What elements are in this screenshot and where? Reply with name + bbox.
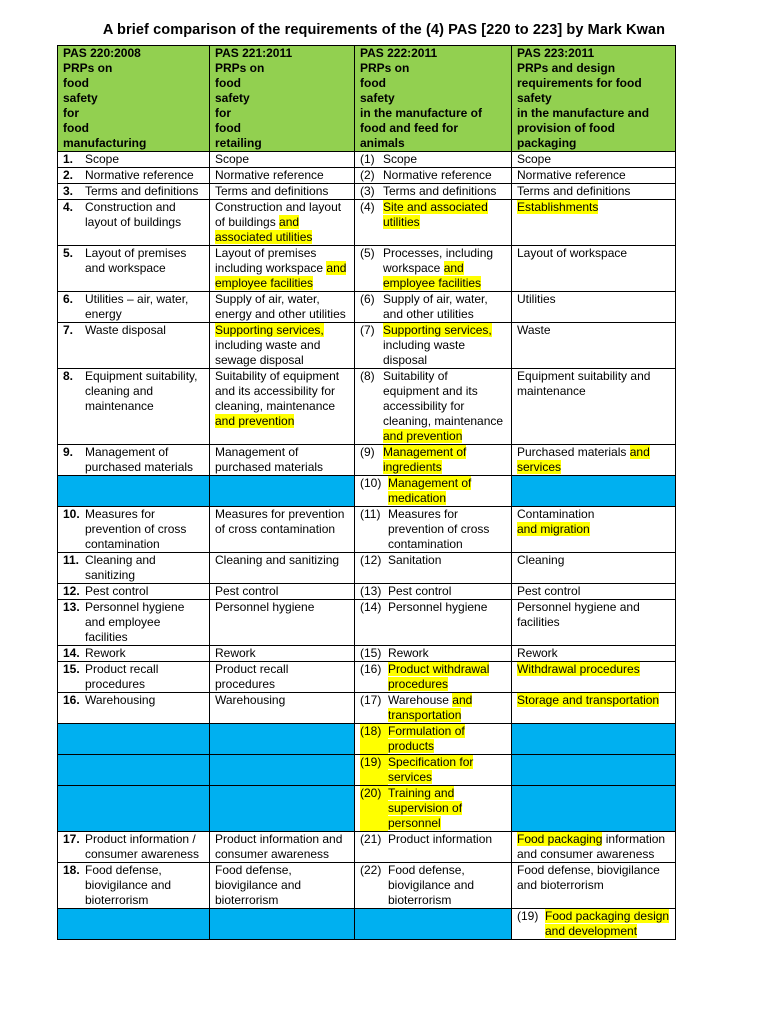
item-number: (20)	[360, 786, 388, 831]
cell-text: Purchased materials	[517, 445, 630, 459]
table-row	[58, 152, 676, 168]
cell-text: Food defense, biovigilance and bioterrorism	[517, 863, 660, 892]
table-cell-col2	[210, 646, 355, 662]
table-cell-col3	[355, 786, 512, 832]
table-cell-col2	[210, 152, 355, 168]
table-cell-col4	[512, 662, 676, 693]
cell-text: Food defense, biovigilance and bioterrorism	[388, 863, 475, 907]
table-row	[58, 369, 676, 445]
cell-text: Layout of workspace	[517, 246, 628, 260]
item-number: (10)	[360, 476, 382, 490]
cell-text: Suitability of equipment and its accessibility for cleaning, maintenance	[215, 369, 340, 413]
item-number: (12)	[360, 553, 382, 567]
item-number: (21)	[360, 832, 382, 846]
table-cell-col4	[512, 507, 676, 553]
table-cell-col4	[512, 553, 676, 584]
item-number: (9)	[360, 445, 375, 459]
cell-text: Normative reference	[215, 168, 324, 182]
table-cell-col4	[512, 600, 676, 646]
table-cell-col3	[355, 184, 512, 200]
table-row	[58, 507, 676, 553]
cell-text: Suitability of equipment and its accessibility for cleaning, maintenance	[383, 369, 504, 428]
cell-text: Cleaning and sanitizing	[85, 553, 156, 582]
cell-text: Scope	[85, 152, 120, 166]
table-row	[58, 724, 676, 755]
table-cell-col3	[355, 646, 512, 662]
cell-text: Construction and layout of buildings	[85, 200, 182, 229]
table-cell-col2	[210, 246, 355, 292]
cell-text: Personnel hygiene	[388, 600, 488, 614]
item-number: 4.	[63, 200, 74, 214]
cell-text: Rework	[215, 646, 256, 660]
table-cell-col1	[58, 323, 210, 369]
item-number: 9.	[63, 445, 74, 459]
table-cell-col4	[512, 863, 676, 909]
table-cell-col1	[58, 724, 210, 755]
table-cell-col1	[58, 553, 210, 584]
table-cell-col4	[512, 369, 676, 445]
table-cell-col1	[58, 786, 210, 832]
highlighted-text: and prevention	[383, 429, 463, 443]
cell-text: Measures for prevention of cross contamination	[388, 507, 490, 551]
table-row	[58, 600, 676, 646]
table-cell-col2	[210, 909, 355, 940]
table-cell-col1	[58, 832, 210, 863]
item-number: 15.	[63, 662, 80, 676]
cell-text: Equipment suitability, cleaning and maintenance	[85, 369, 198, 413]
item-number: 2.	[63, 168, 74, 182]
table-row	[58, 553, 676, 584]
highlighted-text: Management of ingredients	[383, 445, 467, 474]
item-number: 1.	[63, 152, 74, 166]
cell-text: Utilities	[517, 292, 556, 306]
highlighted-text: Supporting services,	[215, 323, 324, 337]
highlighted-text: and employee facilities	[215, 261, 347, 290]
item-number: 14.	[63, 646, 80, 660]
table-cell-col3	[355, 832, 512, 863]
table-cell-col3	[355, 553, 512, 584]
cell-text: Food defense, biovigilance and bioterrorism	[85, 863, 172, 907]
highlighted-text: Establishments	[517, 200, 599, 214]
table-cell-col4	[512, 909, 676, 940]
cell-text: Scope	[383, 152, 418, 166]
item-number: (15)	[360, 646, 382, 660]
cell-text: Product information and consumer awareness	[215, 832, 343, 861]
table-cell-col1	[58, 600, 210, 646]
cell-text: Product recall procedures	[215, 662, 289, 691]
highlighted-text: Training and supervision of personnel	[388, 786, 463, 830]
table-cell-col1	[58, 168, 210, 184]
cell-text: Terms and definitions	[517, 184, 631, 198]
table-cell-col2	[210, 832, 355, 863]
table-cell-col2	[210, 553, 355, 584]
table-cell-col3	[355, 246, 512, 292]
cell-text: Food defense, biovigilance and bioterrorism	[215, 863, 302, 907]
table-cell-col1	[58, 507, 210, 553]
cell-text: Scope	[517, 152, 552, 166]
table-cell-col3	[355, 693, 512, 724]
cell-text: Rework	[388, 646, 429, 660]
item-number: (13)	[360, 584, 382, 598]
table-row	[58, 755, 676, 786]
cell-text: Supply of air, water, and other utilities	[383, 292, 488, 321]
table-row	[58, 662, 676, 693]
table-cell-col4	[512, 168, 676, 184]
table-cell-col1	[58, 584, 210, 600]
cell-text: Terms and definitions	[383, 184, 497, 198]
table-cell-col2	[210, 476, 355, 507]
cell-text: Supply of air, water, energy and other utilities	[215, 292, 346, 321]
table-cell-col2	[210, 662, 355, 693]
table-row	[58, 445, 676, 476]
item-number: (11)	[360, 507, 381, 521]
cell-text: Measures for prevention of cross contamination	[215, 507, 345, 536]
table-cell-col1	[58, 246, 210, 292]
table-cell-col2	[210, 600, 355, 646]
cell-text: Personnel hygiene and facilities	[517, 600, 640, 629]
cell-text: Pest control	[517, 584, 581, 598]
table-row	[58, 646, 676, 662]
table-cell-col3	[355, 168, 512, 184]
highlighted-text: and migration	[517, 522, 590, 536]
cell-text: Waste disposal	[85, 323, 166, 337]
table-cell-col4	[512, 693, 676, 724]
highlighted-text: Supporting services,	[383, 323, 492, 337]
table-row	[58, 476, 676, 507]
table-cell-col3	[355, 662, 512, 693]
header-pas221	[210, 46, 355, 152]
item-number: (18)	[360, 724, 388, 754]
cell-text: Rework	[85, 646, 126, 660]
item-number: (17)	[360, 693, 382, 707]
header-row	[58, 46, 676, 152]
comparison-table	[57, 45, 676, 940]
table-cell-col1	[58, 863, 210, 909]
cell-text: Pest control	[85, 584, 149, 598]
table-cell-col3	[355, 200, 512, 246]
table-cell-col2	[210, 323, 355, 369]
item-number: (1)	[360, 152, 375, 166]
item-number: 8.	[63, 369, 74, 383]
cell-text: Normative reference	[383, 168, 492, 182]
cell-text: Pest control	[388, 584, 452, 598]
table-cell-col1	[58, 445, 210, 476]
table-cell-col2	[210, 693, 355, 724]
table-cell-col1	[58, 369, 210, 445]
cell-text: Pest control	[215, 584, 279, 598]
table-cell-col2	[210, 584, 355, 600]
table-row	[58, 863, 676, 909]
item-number: (22)	[360, 863, 382, 877]
item-number: 16.	[63, 693, 80, 707]
cell-text: Waste	[517, 323, 551, 337]
table-row	[58, 786, 676, 832]
table-row	[58, 693, 676, 724]
table-cell-col1	[58, 693, 210, 724]
header-pas223	[512, 46, 676, 152]
table-cell-col2	[210, 507, 355, 553]
highlighted-text: Specification for services	[388, 755, 474, 784]
cell-text: Utilities – air, water, energy	[85, 292, 189, 321]
cell-text: Product information / consumer awareness	[85, 832, 200, 861]
table-cell-col1	[58, 662, 210, 693]
table-cell-col1	[58, 184, 210, 200]
highlighted-text: Product withdrawal procedures	[388, 662, 490, 691]
item-number: (2)	[360, 168, 375, 182]
table-cell-col4	[512, 786, 676, 832]
header-pas222	[355, 46, 512, 152]
cell-text: Warehousing	[215, 693, 286, 707]
table-row	[58, 323, 676, 369]
table-cell-col3	[355, 600, 512, 646]
table-cell-col3	[355, 863, 512, 909]
item-number: (14)	[360, 600, 382, 614]
cell-text: Sanitation	[388, 553, 442, 567]
highlighted-text: Withdrawal procedures	[517, 662, 640, 676]
table-cell-col4	[512, 184, 676, 200]
table-cell-col3	[355, 755, 512, 786]
highlighted-text: and employee facilities	[383, 261, 482, 290]
table-cell-col3	[355, 323, 512, 369]
cell-text: information and consumer awareness	[517, 832, 666, 861]
item-number: 3.	[63, 184, 74, 198]
table-cell-col4	[512, 584, 676, 600]
item-number: 13.	[63, 600, 80, 614]
cell-text: Equipment suitability and maintenance	[517, 369, 651, 398]
table-row	[58, 909, 676, 940]
highlighted-text: Storage and transportation	[517, 693, 660, 707]
table-cell-col1	[58, 476, 210, 507]
table-row	[58, 832, 676, 863]
header-text: PAS 223:2011 PRPs and design requirements for food safety in the manufacture and provision of food packaging	[517, 46, 650, 150]
table-cell-col4	[512, 292, 676, 323]
cell-text: Terms and definitions	[215, 184, 329, 198]
item-number: (8)	[360, 369, 375, 383]
cell-text: Management of purchased materials	[85, 445, 194, 474]
item-number: (7)	[360, 323, 375, 337]
highlighted-text: and transportation	[388, 693, 473, 722]
cell-text: Personnel hygiene	[215, 600, 315, 614]
table-cell-col2	[210, 168, 355, 184]
highlighted-text: and services	[517, 445, 650, 474]
table-cell-col4	[512, 445, 676, 476]
table-cell-col2	[210, 200, 355, 246]
header-text: PAS 221:2011 PRPs on food safety for food retailing	[215, 46, 293, 150]
table-cell-col3	[355, 445, 512, 476]
table-row	[58, 168, 676, 184]
item-number: 10.	[63, 507, 80, 521]
header-text: PAS 220:2008 PRPs on food safety for food manufacturing	[63, 46, 147, 150]
table-cell-col2	[210, 184, 355, 200]
cell-text: Contamination	[517, 507, 595, 521]
table-cell-col1	[58, 292, 210, 323]
cell-text: Warehouse	[388, 693, 453, 707]
cell-text: Management of purchased materials	[215, 445, 324, 474]
cell-text: Measures for prevention of cross contamination	[85, 507, 187, 551]
item-number: (6)	[360, 292, 375, 306]
cell-text: Product information	[388, 832, 493, 846]
item-number: 18.	[63, 863, 80, 877]
table-cell-col2	[210, 755, 355, 786]
highlighted-text: and prevention	[215, 414, 295, 428]
item-number: 7.	[63, 323, 74, 337]
table-row	[58, 184, 676, 200]
item-number: (4)	[360, 200, 375, 214]
table-cell-col2	[210, 786, 355, 832]
table-cell-col3	[355, 724, 512, 755]
cell-text: including waste disposal	[383, 338, 466, 367]
table-cell-col1	[58, 200, 210, 246]
cell-text: including waste and sewage disposal	[215, 338, 321, 367]
table-cell-col4	[512, 646, 676, 662]
item-number: (16)	[360, 662, 382, 676]
table-row	[58, 246, 676, 292]
item-number: 5.	[63, 246, 74, 260]
table-cell-col3	[355, 152, 512, 168]
item-number: (5)	[360, 246, 375, 260]
table-cell-col2	[210, 863, 355, 909]
table-cell-col2	[210, 292, 355, 323]
highlighted-text: Food packaging design and development	[545, 909, 670, 938]
cell-text: Construction and layout of buildings	[215, 200, 342, 229]
item-number: 17.	[63, 832, 80, 846]
table-row	[58, 584, 676, 600]
item-number: 6.	[63, 292, 74, 306]
table-cell-col1	[58, 909, 210, 940]
table-cell-col3	[355, 507, 512, 553]
highlighted-text: Food packaging	[517, 832, 603, 846]
table-cell-col4	[512, 200, 676, 246]
table-cell-col3	[355, 369, 512, 445]
header-pas220	[58, 46, 210, 152]
table-cell-col4	[512, 246, 676, 292]
cell-text: Warehousing	[85, 693, 156, 707]
table-cell-col4	[512, 724, 676, 755]
table-row	[58, 292, 676, 323]
cell-text: Cleaning	[517, 553, 565, 567]
highlighted-text: Site and associated utilities	[383, 200, 488, 229]
table-row	[58, 200, 676, 246]
item-number: 11.	[63, 553, 80, 567]
table-cell-col4	[512, 755, 676, 786]
cell-text: Processes, including workspace	[383, 246, 494, 275]
highlighted-text: Formulation of products	[388, 724, 465, 753]
cell-text: Personnel hygiene and employee facilities	[85, 600, 185, 644]
cell-text: Product recall procedures	[85, 662, 159, 691]
item-number: 12.	[63, 584, 80, 598]
item-number: (3)	[360, 184, 375, 198]
table-cell-col1	[58, 755, 210, 786]
table-cell-col2	[210, 445, 355, 476]
table-cell-col1	[58, 152, 210, 168]
cell-text: Cleaning and sanitizing	[215, 553, 340, 567]
cell-text: Layout of premises including workspace	[215, 246, 327, 275]
table-cell-col4	[512, 476, 676, 507]
table-cell-col1	[58, 646, 210, 662]
table-cell-col4	[512, 152, 676, 168]
highlighted-text: and associated utilities	[215, 215, 313, 244]
cell-text: Scope	[215, 152, 250, 166]
cell-text: Terms and definitions	[85, 184, 199, 198]
highlighted-text: Management of medication	[388, 476, 472, 505]
cell-text: Normative reference	[85, 168, 194, 182]
header-text: PAS 222:2011 PRPs on food safety in the manufacture of food and feed for animals	[360, 46, 483, 150]
cell-text: Normative reference	[517, 168, 626, 182]
table-cell-col3	[355, 476, 512, 507]
item-number: (19)	[517, 909, 539, 923]
item-number: (19)	[360, 755, 388, 785]
table-cell-col3	[355, 584, 512, 600]
cell-text: Layout of premises and workspace	[85, 246, 187, 275]
page-title: A brief comparison of the requirements of the (4) PAS [220 to 223] by Mark Kwan	[102, 22, 666, 38]
cell-text: Rework	[517, 646, 558, 660]
table-cell-col4	[512, 832, 676, 863]
table-cell-col2	[210, 724, 355, 755]
table-cell-col4	[512, 323, 676, 369]
table-cell-col3	[355, 292, 512, 323]
table-cell-col3	[355, 909, 512, 940]
table-cell-col2	[210, 369, 355, 445]
